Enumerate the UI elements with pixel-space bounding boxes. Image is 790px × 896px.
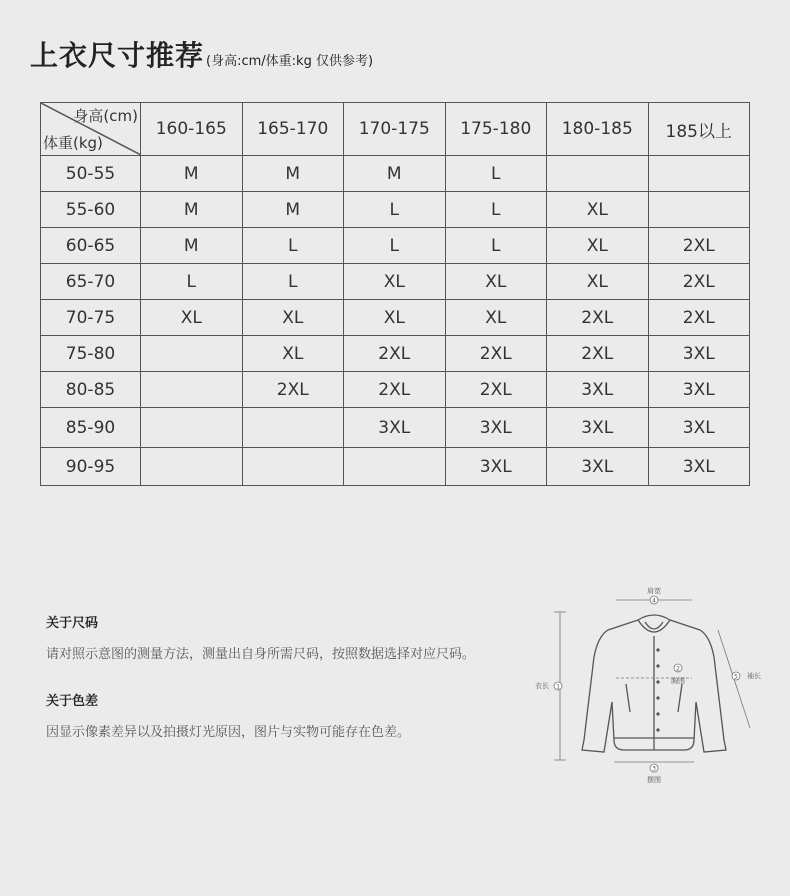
about-size-text: 请对照示意图的测量方法，测量出自身所需尺码，按照数据选择对应尺码。	[46, 647, 476, 662]
size-cell: 2XL	[445, 372, 547, 408]
about-size-heading: 关于尺码	[46, 616, 99, 631]
jacket-collar	[638, 620, 670, 632]
size-cell	[242, 408, 344, 448]
weight-cell: 65-70	[41, 264, 141, 300]
header-row	[41, 103, 750, 156]
size-chart-table	[40, 102, 750, 486]
length-number: 1	[556, 683, 560, 691]
table-row	[41, 336, 750, 372]
height-header: 175-180	[445, 103, 547, 156]
size-cell	[141, 336, 243, 372]
sleeve-label: 袖长	[747, 672, 761, 680]
size-cell: 2XL	[344, 372, 446, 408]
chest-number: 2	[676, 665, 680, 673]
size-cell: XL	[242, 300, 344, 336]
table-row	[41, 228, 750, 264]
table-row	[41, 300, 750, 336]
size-table-body	[41, 156, 750, 486]
length-label: 衣长	[535, 682, 549, 690]
page-title	[30, 34, 373, 74]
size-cell	[141, 448, 243, 486]
weight-cell: 60-65	[41, 228, 141, 264]
size-cell: L	[445, 228, 547, 264]
hem-number: 3	[652, 765, 656, 773]
size-cell: XL	[445, 300, 547, 336]
weight-cell: 55-60	[41, 192, 141, 228]
size-cell: XL	[344, 300, 446, 336]
size-cell: L	[242, 228, 344, 264]
shoulder-number: 4	[652, 597, 656, 605]
chest-label: 胸围	[671, 677, 685, 685]
size-cell	[648, 192, 750, 228]
weight-cell: 50-55	[41, 156, 141, 192]
size-cell: L	[445, 156, 547, 192]
height-header: 180-185	[547, 103, 649, 156]
title-main: 上衣尺寸推荐	[30, 39, 205, 72]
size-cell: L	[445, 192, 547, 228]
size-cell: M	[242, 192, 344, 228]
size-cell: 3XL	[547, 372, 649, 408]
size-cell: L	[141, 264, 243, 300]
table-row	[41, 156, 750, 192]
corner-weight-label: 体重(kg)	[43, 134, 103, 152]
title-sub: (身高:cm/体重:kg 仅供参考)	[206, 54, 374, 69]
size-cell: 3XL	[648, 408, 750, 448]
size-cell: XL	[242, 336, 344, 372]
weight-cell: 80-85	[41, 372, 141, 408]
size-cell: 3XL	[344, 408, 446, 448]
size-cell: 3XL	[547, 448, 649, 486]
size-cell: 2XL	[648, 300, 750, 336]
size-cell: 3XL	[648, 336, 750, 372]
table-row	[41, 192, 750, 228]
size-cell: XL	[344, 264, 446, 300]
size-cell: 2XL	[648, 228, 750, 264]
weight-cell: 75-80	[41, 336, 141, 372]
corner-height-label: 身高(cm)	[73, 107, 138, 125]
size-cell: XL	[445, 264, 547, 300]
table-corner-cell	[41, 103, 141, 156]
table-row	[41, 448, 750, 486]
height-header: 160-165	[141, 103, 243, 156]
weight-cell: 90-95	[41, 448, 141, 486]
size-cell: 3XL	[648, 372, 750, 408]
size-cell: 3XL	[547, 408, 649, 448]
size-cell: L	[344, 228, 446, 264]
size-cell: M	[141, 228, 243, 264]
size-cell	[344, 448, 446, 486]
height-header: 185以上	[648, 103, 750, 156]
table-row	[41, 408, 750, 448]
jacket-measurement-diagram	[528, 582, 778, 790]
size-cell: L	[344, 192, 446, 228]
size-cell	[648, 156, 750, 192]
about-color-heading: 关于色差	[46, 694, 99, 709]
table-row	[41, 264, 750, 300]
height-header: 170-175	[344, 103, 446, 156]
size-cell: 3XL	[445, 408, 547, 448]
size-cell: 2XL	[344, 336, 446, 372]
weight-cell: 85-90	[41, 408, 141, 448]
about-color-text: 因显示像素差异以及拍摄灯光原因，图片与实物可能存在色差。	[46, 725, 411, 740]
size-cell: 2XL	[648, 264, 750, 300]
height-header: 165-170	[242, 103, 344, 156]
size-cell: XL	[547, 264, 649, 300]
info-section	[46, 612, 486, 768]
size-cell	[141, 372, 243, 408]
size-cell: M	[141, 192, 243, 228]
size-cell	[141, 408, 243, 448]
size-cell: XL	[547, 192, 649, 228]
weight-cell: 70-75	[41, 300, 141, 336]
size-cell: M	[141, 156, 243, 192]
size-cell: M	[344, 156, 446, 192]
size-cell: M	[242, 156, 344, 192]
sleeve-number: 5	[734, 673, 738, 681]
size-cell: 3XL	[648, 448, 750, 486]
size-cell	[242, 448, 344, 486]
size-cell: XL	[547, 228, 649, 264]
size-cell: 2XL	[242, 372, 344, 408]
size-cell: L	[242, 264, 344, 300]
size-cell: 2XL	[547, 300, 649, 336]
size-cell: 2XL	[547, 336, 649, 372]
table-row	[41, 372, 750, 408]
shoulder-label: 肩宽	[647, 587, 661, 595]
size-cell	[547, 156, 649, 192]
size-cell: 2XL	[445, 336, 547, 372]
size-cell: XL	[141, 300, 243, 336]
hem-label: 摆围	[647, 776, 661, 784]
size-cell: 3XL	[445, 448, 547, 486]
